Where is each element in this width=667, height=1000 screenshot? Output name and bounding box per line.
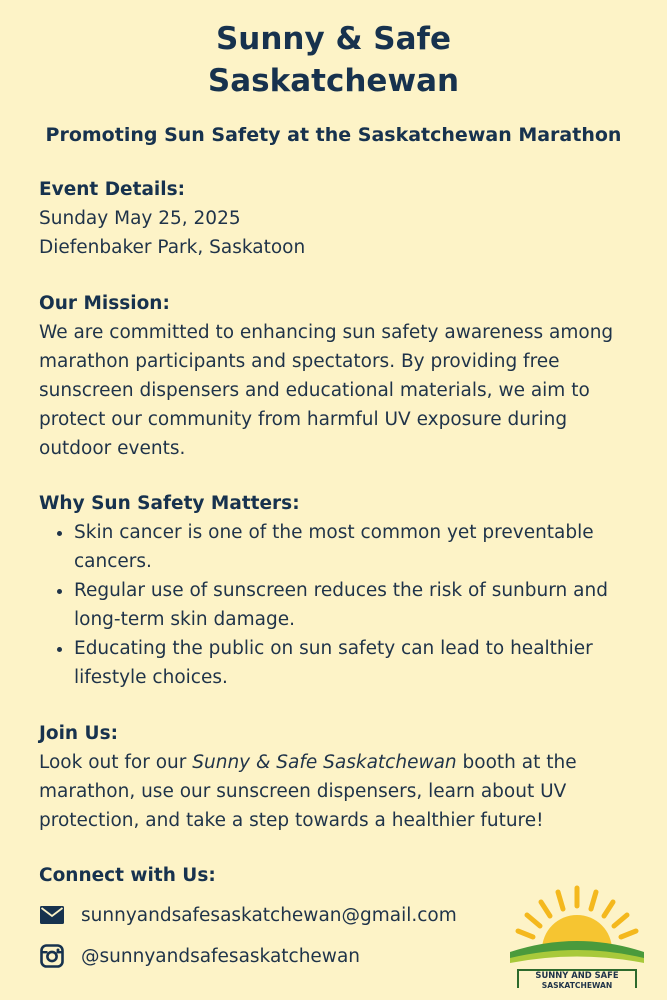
email-icon xyxy=(39,902,65,928)
join-heading: Join Us: xyxy=(39,723,118,744)
email-link[interactable]: sunnyandsafesaskatchewan@gmail.com xyxy=(81,904,457,926)
page-title xyxy=(0,18,667,102)
list-item: • Educating the public on sun safety can lead to healthier lifestyle choices. xyxy=(74,634,639,692)
title-line-2: Saskatchewan xyxy=(207,63,460,99)
instagram-row[interactable] xyxy=(39,941,360,971)
instagram-icon xyxy=(39,943,65,969)
join-text-brand: Sunny & Safe Saskatchewan xyxy=(192,752,457,773)
list-item: • Skin cancer is one of the most common yet preventable cancers. xyxy=(74,518,639,576)
sun-logo-graphic xyxy=(508,880,646,990)
logo xyxy=(508,880,646,990)
why-list xyxy=(39,518,639,692)
join-text-end: booth at the marathon, use our sunscreen dispensers, learn about UV protection, and take a step towards a healthier future! xyxy=(39,752,577,831)
join-text xyxy=(39,748,639,835)
logo-text-line-2: SASKATCHEWAN xyxy=(541,981,613,990)
mission-section xyxy=(39,289,639,463)
join-text-start: Look out for our xyxy=(39,752,193,773)
why-heading: Why Sun Safety Matters: xyxy=(39,493,300,514)
join-section xyxy=(39,719,639,835)
event-details-heading: Event Details: xyxy=(39,179,186,200)
logo-text-line-1: SUNNY AND SAFE xyxy=(535,970,619,980)
why-section xyxy=(39,489,639,692)
event-details-section xyxy=(39,175,639,262)
title-line-1: Sunny & Safe xyxy=(215,21,452,57)
mission-text: We are committed to enhancing sun safety awareness among marathon participants and spectators. By providing free sunscreen dispensers and educational materials, we aim to protect our community from harmful UV exposure during outdoor events. xyxy=(39,322,614,459)
page-subtitle: Promoting Sun Safety at the Saskatchewan Marathon xyxy=(45,124,622,146)
connect-heading: Connect with Us: xyxy=(39,865,216,886)
instagram-link[interactable]: @sunnyandsafesaskatchewan xyxy=(81,945,360,967)
list-item: • Regular use of sunscreen reduces the risk of sunburn and long-term skin damage. xyxy=(74,576,639,634)
event-date: Sunday May 25, 2025 xyxy=(39,208,241,229)
mission-heading: Our Mission: xyxy=(39,293,170,314)
event-location: Diefenbaker Park, Saskatoon xyxy=(39,237,306,258)
email-row[interactable] xyxy=(39,900,457,930)
